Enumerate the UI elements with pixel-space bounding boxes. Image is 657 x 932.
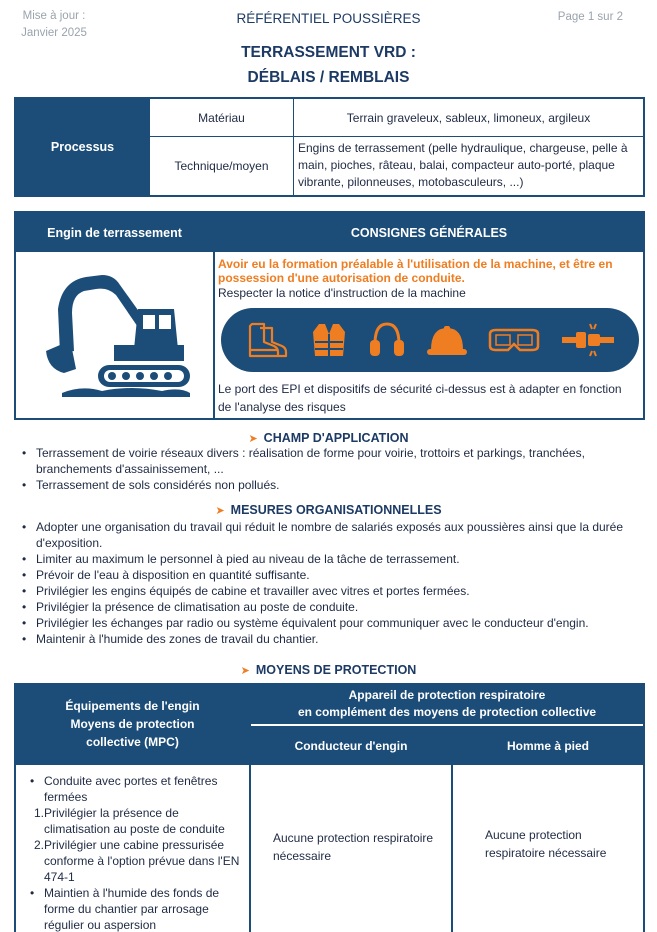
column-divider [451, 726, 453, 932]
champ-title-text: CHAMP D'APPLICATION [263, 431, 409, 445]
homme-value: Aucune protection respiratoire nécessaire [485, 828, 607, 860]
page-title-line1: TERRASSEMENT VRD : [241, 44, 416, 61]
goggles-icon [486, 320, 542, 360]
helmet-icon [425, 320, 469, 360]
homme-header: Homme à pied [453, 726, 643, 765]
list-item: • Privilégier les échanges par radio ou système équivalent pour communiquer avec le conducteur d'engin. [22, 615, 637, 631]
moyens-title [0, 663, 657, 677]
conducteur-header: Conducteur d'engin [251, 726, 451, 765]
page-title [0, 40, 657, 90]
seatbelt-icon [560, 320, 616, 360]
mesures-title [0, 503, 657, 517]
moyens-title-text: MOYENS DE PROTECTION [255, 663, 417, 677]
list-item: • Terrassement de voirie réseaux divers : réalisation de forme pour voirie, trottoirs et parkings, tranchées, branchements d'assainissement, ... [22, 445, 637, 477]
column-divider [213, 213, 215, 418]
process-label: Processus [16, 99, 149, 195]
excavator-icon [42, 269, 192, 399]
champ-title [0, 431, 657, 445]
mpc-header-line: collective (MPC) [86, 735, 179, 749]
arrow-icon: ➤ [215, 505, 225, 517]
doc-title: RÉFÉRENTIEL POUSSIÈRES [236, 11, 421, 26]
list-item: • Terrassement de sols considérés non pollués. [22, 477, 637, 493]
list-item: • Limiter au maximum le personnel à pied au niveau de la tâche de terrassement. [22, 551, 637, 567]
page-number: Page 1 sur 2 [557, 11, 623, 23]
technique-value: Engins de terrassement (pelle hydraulique, chargeuse, pelle à main, pioches, râteau, balai, compacteur auto-porté, plaque vibrante, pilonneuses, motobasculeurs, ...) [293, 137, 643, 195]
column-divider [249, 685, 251, 932]
apr-header-line: Appareil de protection respiratoire [348, 688, 546, 702]
arrow-icon: ➤ [240, 665, 250, 677]
list-marker: • [30, 886, 35, 900]
champ-list [22, 445, 637, 493]
list-item [30, 885, 244, 932]
epi-bar [221, 308, 639, 372]
conducteur-value: Aucune protection respiratoire nécessaire [273, 831, 434, 863]
apr-header [251, 685, 643, 724]
training-warning: Avoir eu la formation préalable à l'utilisation de la machine, et être en possession d'une autorisation de conduite. [218, 257, 613, 285]
mpc-header-line: Moyens de protection [70, 717, 195, 731]
consignes-header: CONSIGNES GÉNÉRALES [215, 213, 643, 252]
list-item: • Adopter une organisation du travail qui réduit le nombre de salariés exposés aux poussières ainsi que la durée d'exposition. [22, 519, 637, 551]
materiau-label: Matériau [149, 99, 293, 137]
list-item [30, 805, 244, 837]
boots-icon [244, 320, 292, 360]
engin-table [14, 211, 645, 420]
update-value: Janvier 2025 [21, 27, 87, 39]
vest-icon [309, 320, 349, 360]
epi-note: Le port des EPI et dispositifs de sécurité ci-dessus est à adapter en fonction de l'analyse des risques [218, 382, 622, 414]
process-table [14, 97, 645, 197]
list-item [30, 837, 244, 885]
list-item: • Prévoir de l'eau à disposition en quantité suffisante. [22, 567, 637, 583]
list-item: • Privilégier les engins équipés de cabine et travailler avec vitres et portes fermées. [22, 583, 637, 599]
protection-table [14, 683, 645, 932]
mpc-header-line: Équipements de l'engin [65, 699, 200, 713]
list-text: Privilégier la présence de climatisation au poste de conduite [44, 806, 225, 836]
list-marker: • [30, 774, 35, 788]
list-item: • Maintenir à l'humide des zones de travail du chantier. [22, 631, 637, 647]
mpc-header [16, 685, 249, 765]
mesures-list [22, 519, 637, 647]
update-label: Mise à jour : [22, 10, 86, 22]
instruction-notice: Respecter la notice d'instruction de la machine [218, 286, 466, 300]
mpc-list [30, 773, 244, 932]
page-title-line2: DÉBLAIS / REMBLAIS [247, 69, 410, 86]
apr-header-line: en complément des moyens de protection collective [297, 705, 597, 719]
list-text: Maintien à l'humide des fonds de forme du chantier par arrosage régulier ou aspersion [44, 886, 220, 932]
technique-label: Technique/moyen [149, 137, 293, 195]
materiau-value: Terrain graveleux, sableux, limoneux, argileux [293, 99, 643, 137]
list-marker: 1. [34, 806, 45, 820]
arrow-icon: ➤ [248, 433, 258, 445]
earmuffs-icon [367, 320, 407, 360]
engin-header: Engin de terrassement [16, 213, 213, 252]
list-item [30, 773, 244, 805]
mesures-title-text: MESURES ORGANISATIONNELLES [230, 503, 442, 517]
list-marker: 2. [34, 838, 45, 852]
list-text: Privilégier une cabine pressurisée conforme à l'option prévue dans l'EN 474-1 [44, 838, 240, 884]
list-item: • Privilégier la présence de climatisation au poste de conduite. [22, 599, 637, 615]
list-text: Conduite avec portes et fenêtres fermées [44, 774, 218, 804]
